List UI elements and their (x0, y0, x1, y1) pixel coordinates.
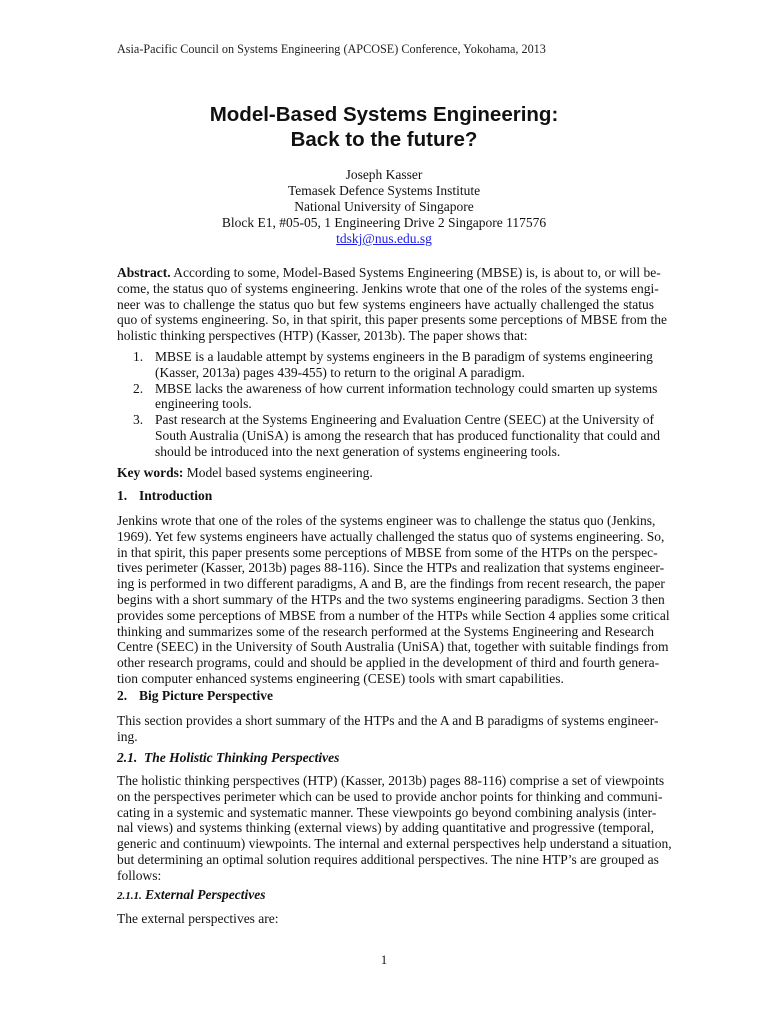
abstract-line: Abstract. According to some, Model-Based Systems Engineering (MBSE) is, is about to, or will be- (117, 265, 661, 280)
page-number: 1 (380, 953, 388, 967)
author-affiliation-1: Temasek Defence Systems Institute (287, 183, 481, 198)
abstract-line: quo of systems engineering. So, in that spirit, this paper presents some perceptions of MBSE from the (117, 312, 668, 328)
list-item: 2. MBSE lacks the awareness of how current information technology could smarten up systems engineering tools. (133, 380, 658, 412)
list-number: 1. (133, 349, 144, 364)
running-head: Asia-Pacific Council on Systems Engineering (APCOSE) Conference, Yokohama, 2013 (117, 42, 546, 56)
abstract-line: holistic thinking perspectives (HTP) (Kasser, 2013b). The paper shows that: (117, 328, 528, 344)
author-email-link[interactable]: tdskj@nus.edu.sg (336, 231, 432, 246)
author-affiliation-2: National University of Singapore (294, 199, 474, 214)
list-number: 3. (133, 412, 144, 428)
abstract-line: neer was to challenge the status quo but few systems engineers have actually challenged the status (117, 296, 654, 312)
list-number: 2. (133, 380, 144, 396)
author-name: Joseph Kasser (345, 167, 423, 182)
htp-paragraph: The holistic thinking perspectives (HTP) (Kasser, 2013b) pages 88-116) comprise a set of viewpoints on the perspectives perimeter which can be used to provide anchor points for thinking and communi- cating in a systemic and systematic manner. These viewpoints go beyond combining analysis (inter- nal views) and systems thinking (external views) by adding quantitative and progressive (temporal, generic and continuum) viewpoints. The internal and external perspectives help understand a situation, but determining an optimal solution requires additional perspectives. The nine HTP’s are grouped as follows: (117, 773, 672, 883)
big-picture-paragraph: This section provides a short summary of the HTPs and the A and B paradigms of systems engineer- ing. (117, 713, 659, 744)
section-heading-external-perspectives: 2.1.1. External Perspectives (117, 887, 266, 902)
section-heading-introduction: 1. Introduction (117, 488, 213, 503)
paper-title-line-1: Model-Based Systems Engineering: (209, 103, 559, 126)
findings-list (117, 349, 661, 460)
abstract (117, 265, 668, 344)
abstract-label: Abstract. (117, 265, 171, 280)
introduction-paragraph: Jenkins wrote that one of the roles of the systems engineer was to challenge the status quo (Jenkins, 1969). Yet few systems engineers have actually challenged the status quo of systems engineering. So, in that spirit, this paper presents some perceptions of MBSE from some of the HTPs on the perspec- tives perimeter (Kasser, 2013b) pages 88-116). Since the HTPs and realization that systems engineer- ing is performed in two different paradigms, A and B, are the findings from recent research, the paper begins with a short summary of the HTPs and the two systems engineering paradigms. Section 3 then provides some perceptions of MBSE from a number of the HTPs while Section 4 applies some critical thinking and summarizes some of the research performed at the Systems Engineering and Research Centre (SEEC) in the University of South Australia (UniSA) that, together with suitable findings from other research programs, could and should be applied in the development of third and fourth genera- tion computer enhanced systems engineering (CESE) tools with smart capabilities. (117, 513, 670, 686)
author-address: Block E1, #05-05, 1 Engineering Drive 2 Singapore 117576 (221, 215, 547, 230)
section-heading-big-picture: 2. Big Picture Perspective (117, 688, 273, 703)
keywords-label: Key words: (117, 465, 184, 480)
author-email-line (0, 231, 768, 247)
keywords (117, 465, 654, 481)
abstract-line: come, the status quo of systems engineering. Jenkins wrote that one of the roles of the systems engi- (117, 280, 659, 296)
list-item: 1. MBSE is a laudable attempt by systems engineers in the B paradigm of systems engineering (Kasser, 2013a) pages 439-455) to return to the original A paradigm. (133, 349, 653, 380)
keywords-text: Model based systems engineering. (183, 465, 373, 480)
external-perspectives-intro: The external perspectives are: (117, 911, 279, 926)
paper-title-line-2: Back to the future? (290, 128, 478, 151)
section-heading-htp: 2.1. The Holistic Thinking Perspectives (117, 750, 340, 765)
list-item: 3. Past research at the Systems Engineering and Evaluation Centre (SEEC) at the University of South Australia (UniSA) is among the research that has produced functionality that could and should be introduced into the next generation of systems engineering tools. (133, 412, 661, 459)
